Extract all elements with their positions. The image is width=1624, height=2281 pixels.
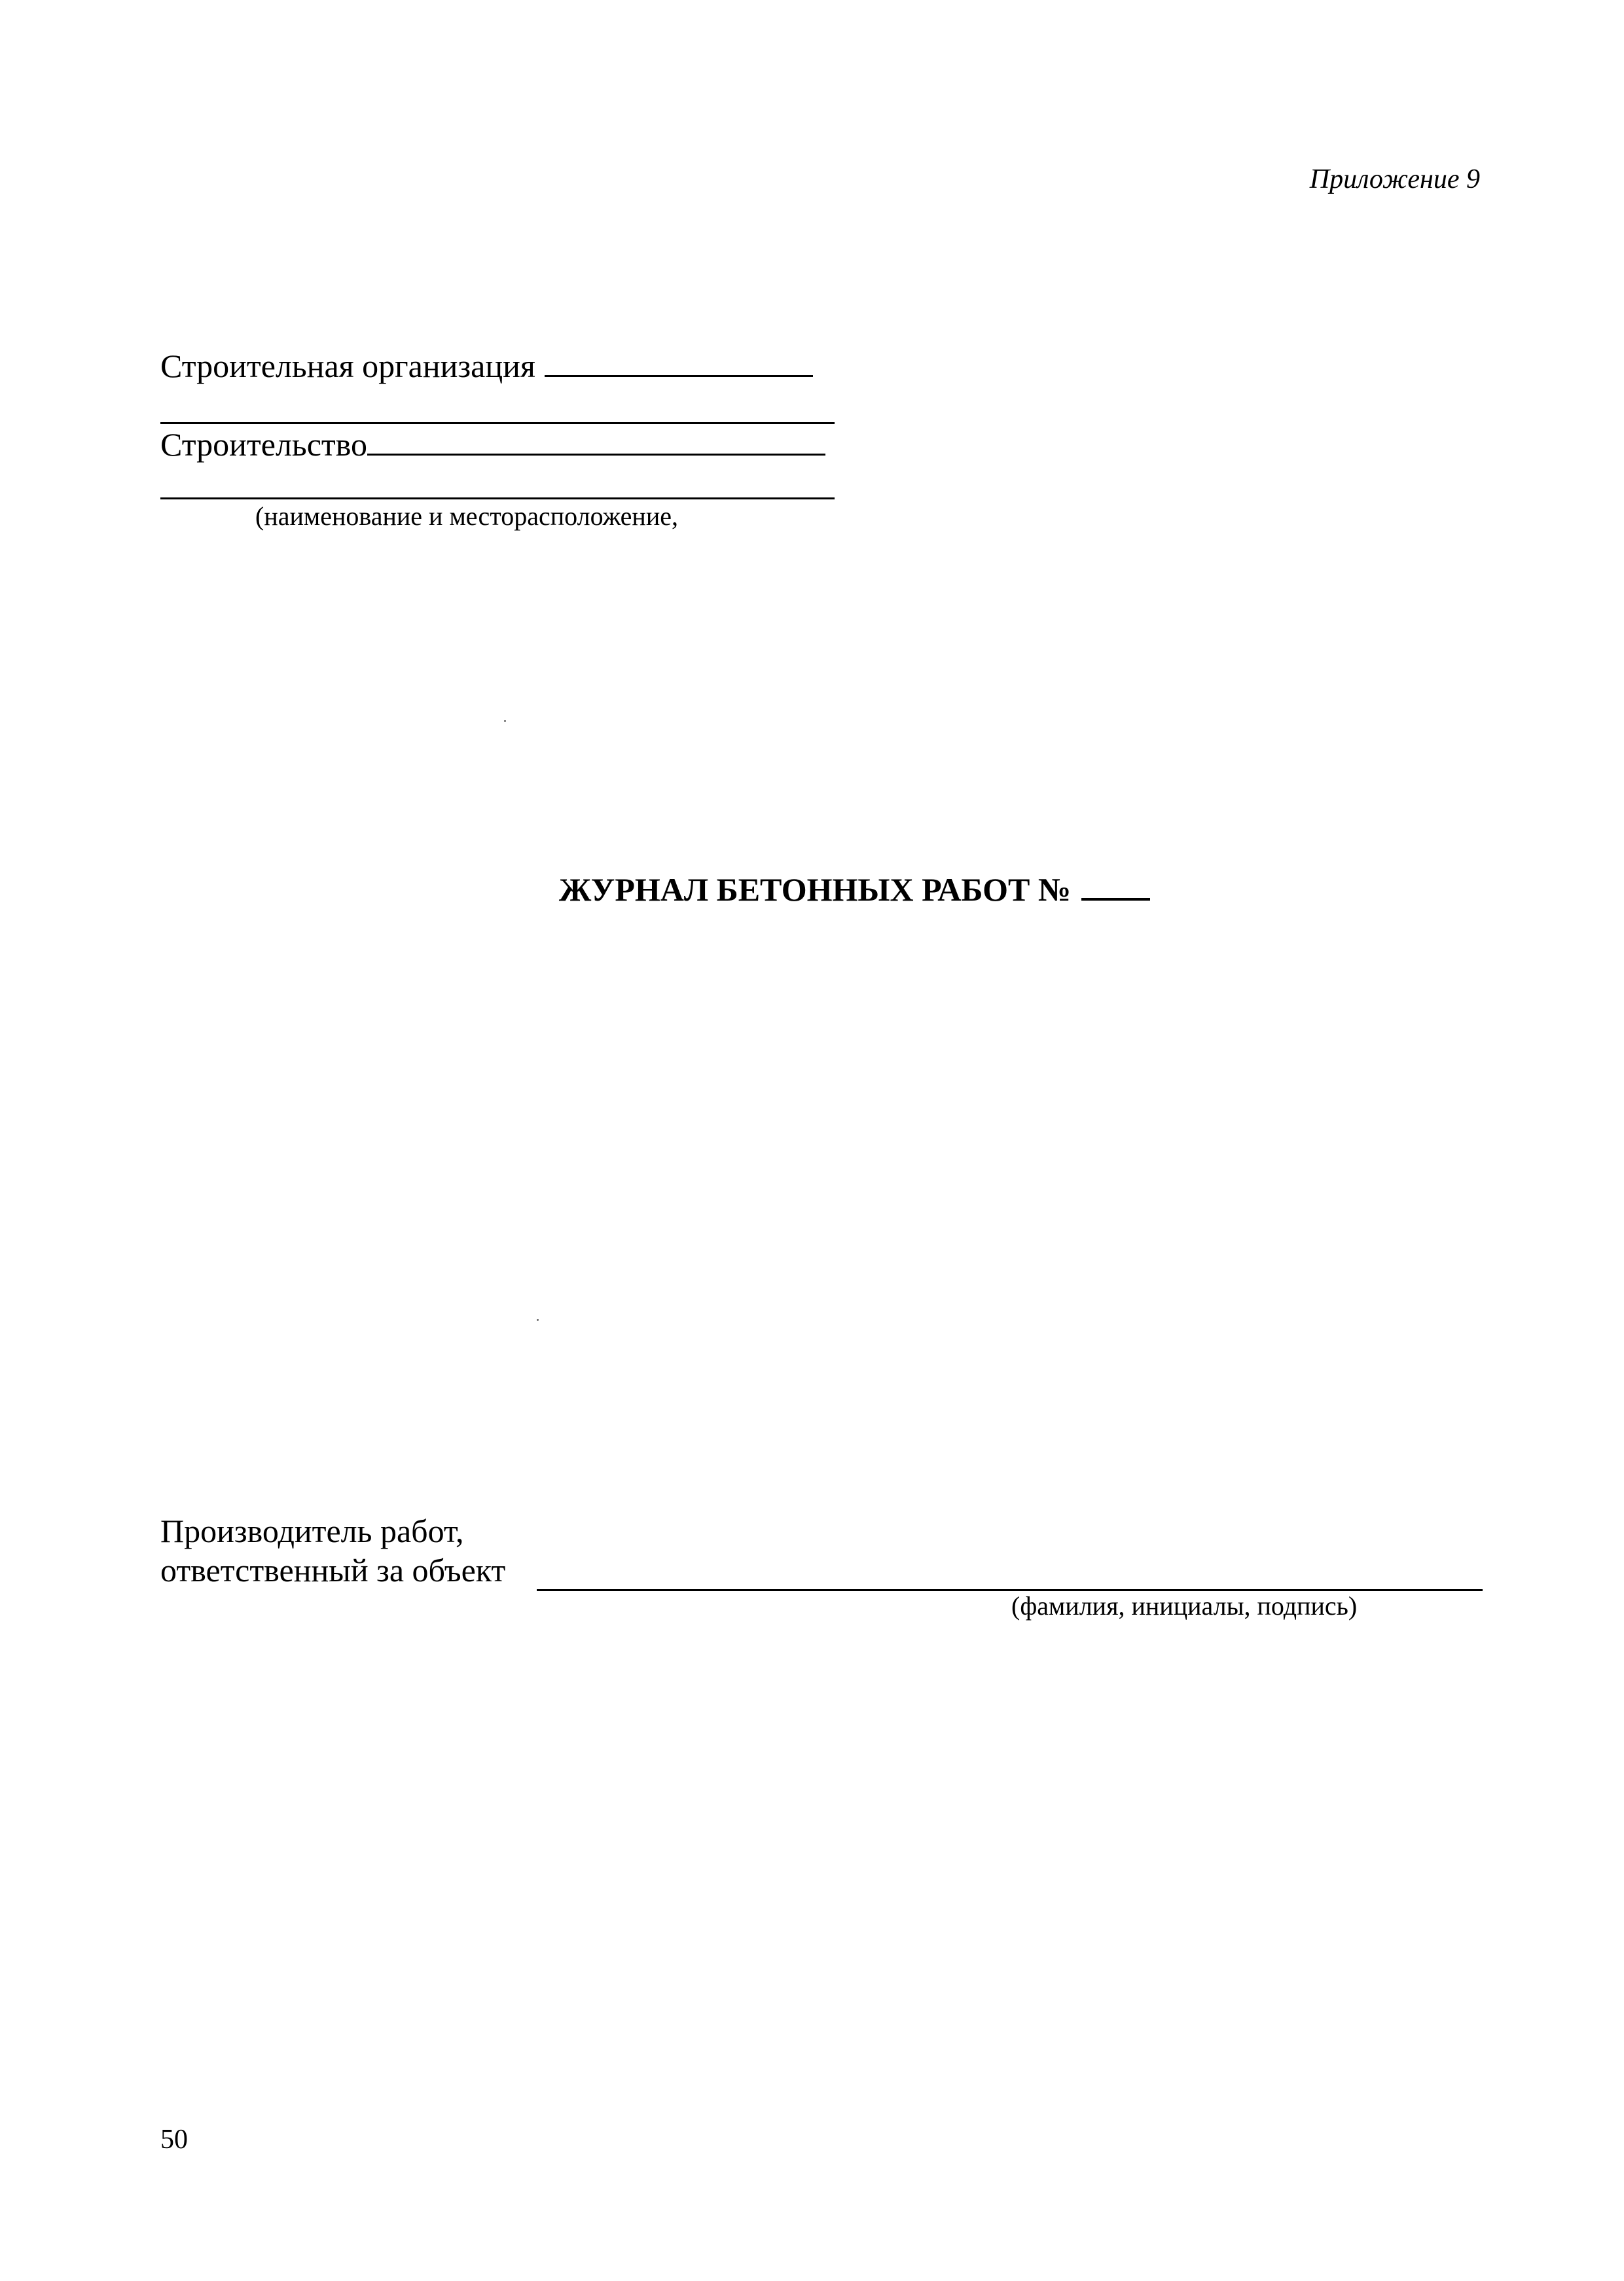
organization-continuation-line[interactable] bbox=[160, 422, 835, 424]
organization-row bbox=[160, 347, 813, 385]
signature-caption: (фамилия, инициалы, подпись) bbox=[1011, 1591, 1358, 1621]
foreman-label-line2: ответственный за объект bbox=[160, 1552, 506, 1589]
construction-input-line[interactable] bbox=[367, 453, 825, 456]
journal-number-line[interactable] bbox=[1081, 898, 1150, 901]
construction-row bbox=[160, 425, 825, 463]
construction-continuation-line[interactable] bbox=[160, 497, 835, 499]
construction-label: Строительство bbox=[160, 426, 368, 463]
organization-label: Строительная организация bbox=[160, 348, 535, 384]
scan-speck-2 bbox=[537, 1319, 539, 1321]
organization-input-line[interactable] bbox=[545, 374, 813, 377]
journal-title-text: ЖУРНАЛ БЕТОННЫХ РАБОТ № bbox=[558, 871, 1072, 908]
scan-speck bbox=[504, 720, 506, 722]
construction-caption: (наименование и месторасположение, bbox=[255, 501, 678, 531]
page-number: 50 bbox=[160, 2125, 188, 2155]
appendix-label: Приложение 9 bbox=[1309, 164, 1480, 194]
foreman-label-line1: Производитель работ, bbox=[160, 1513, 464, 1549]
journal-title bbox=[0, 871, 1624, 908]
